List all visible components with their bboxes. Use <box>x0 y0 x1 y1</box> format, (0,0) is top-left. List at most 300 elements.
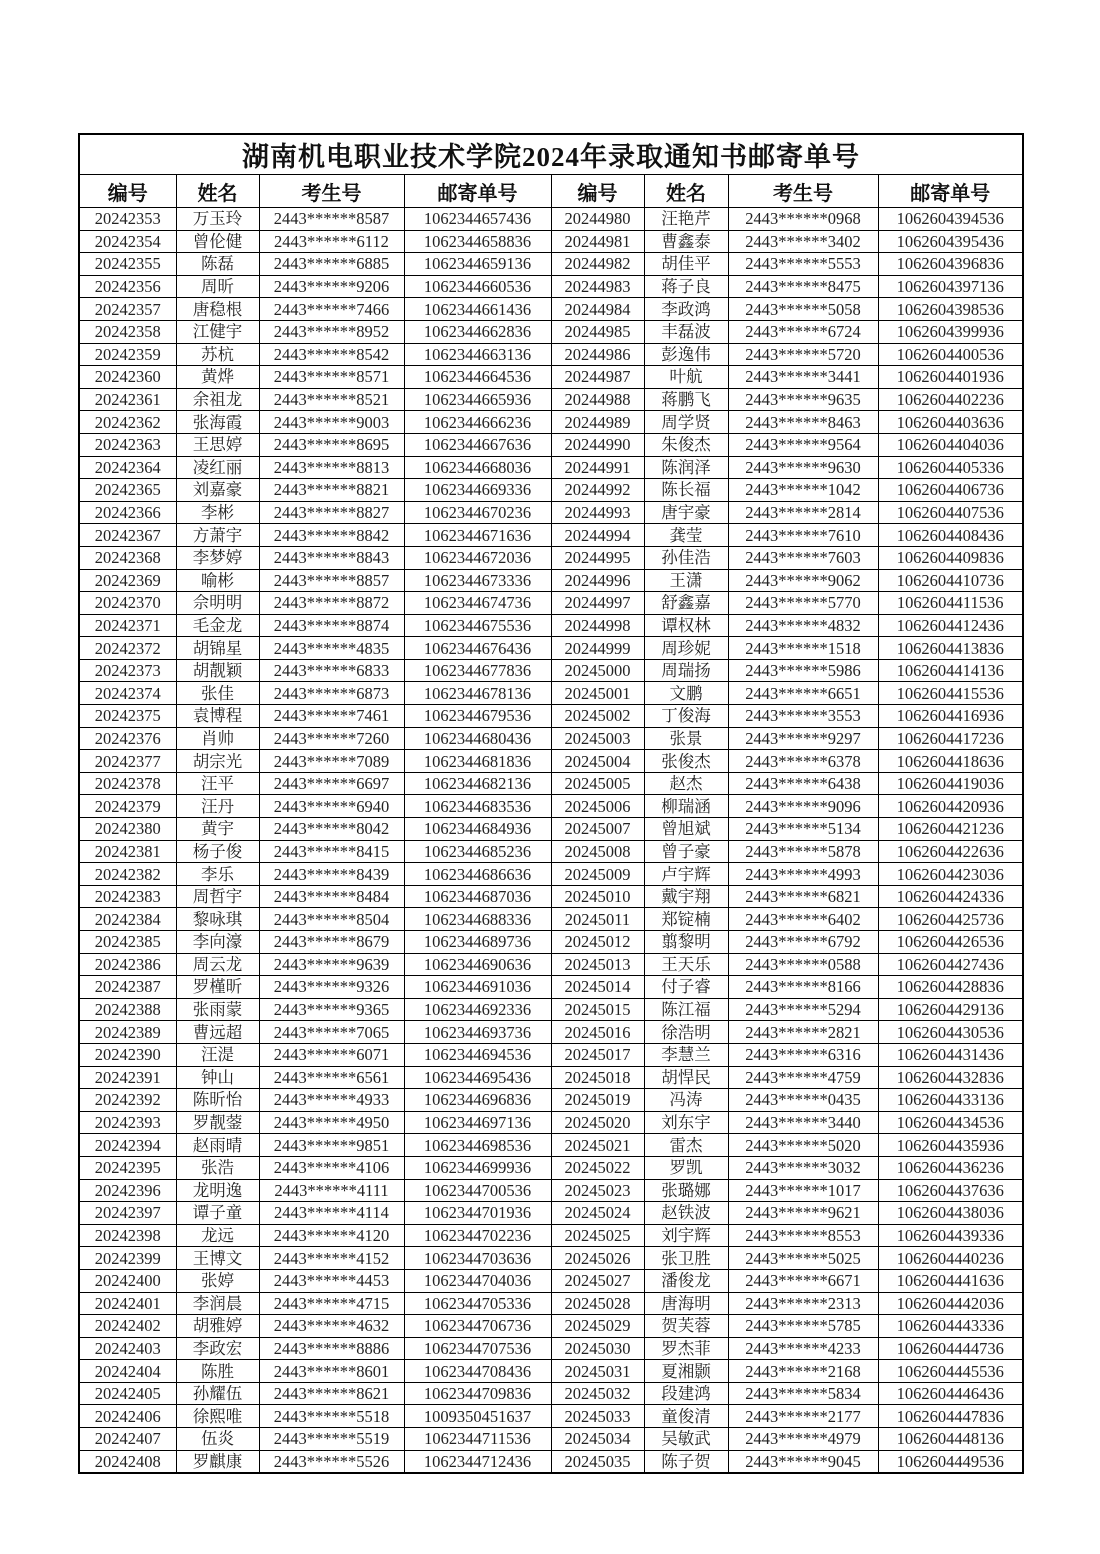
cell-mail-number: 1062604416936 <box>878 705 1023 728</box>
cell-name: 蒋子良 <box>644 275 728 298</box>
cell-mail-number: 1062344668036 <box>404 456 551 479</box>
cell-id: 20244995 <box>551 546 644 569</box>
cell-id: 20245033 <box>551 1405 644 1428</box>
cell-id: 20245018 <box>551 1066 644 1089</box>
cell-name: 曾伦健 <box>176 230 259 253</box>
cell-id: 20242354 <box>79 230 176 253</box>
cell-exam-number: 2443******4106 <box>259 1156 404 1179</box>
cell-id: 20244997 <box>551 592 644 615</box>
cell-exam-number: 2443******8571 <box>259 366 404 389</box>
cell-mail-number: 1062604405336 <box>878 456 1023 479</box>
cell-name: 罗杰菲 <box>644 1337 728 1360</box>
cell-id: 20242393 <box>79 1111 176 1134</box>
cell-id: 20245001 <box>551 682 644 705</box>
cell-id: 20242357 <box>79 298 176 321</box>
cell-mail-number: 1062604404036 <box>878 433 1023 456</box>
cell-mail-number: 1062344657436 <box>404 208 551 231</box>
cell-exam-number: 2443******1042 <box>728 479 878 502</box>
cell-name: 李政宏 <box>176 1337 259 1360</box>
cell-exam-number: 2443******8679 <box>259 931 404 954</box>
cell-mail-number: 1062344678136 <box>404 682 551 705</box>
cell-exam-number: 2443******5518 <box>259 1405 404 1428</box>
cell-name: 伍炎 <box>176 1428 259 1451</box>
cell-id: 20245017 <box>551 1043 644 1066</box>
cell-mail-number: 1062604396836 <box>878 253 1023 276</box>
cell-mail-number: 1062344681836 <box>404 750 551 773</box>
cell-mail-number: 1062604431436 <box>878 1043 1023 1066</box>
cell-exam-number: 2443******2821 <box>728 1021 878 1044</box>
cell-mail-number: 1062604436236 <box>878 1156 1023 1179</box>
cell-name: 黄烨 <box>176 366 259 389</box>
cell-mail-number: 1062604441636 <box>878 1269 1023 1292</box>
cell-name: 王潇 <box>644 569 728 592</box>
cell-mail-number: 1062604406736 <box>878 479 1023 502</box>
cell-exam-number: 2443******4979 <box>728 1428 878 1451</box>
cell-mail-number: 1062344702236 <box>404 1224 551 1247</box>
cell-name: 罗凯 <box>644 1156 728 1179</box>
cell-mail-number: 1062604409836 <box>878 546 1023 569</box>
cell-name: 龙明逸 <box>176 1179 259 1202</box>
cell-exam-number: 2443******9564 <box>728 433 878 456</box>
cell-exam-number: 2443******8695 <box>259 433 404 456</box>
cell-mail-number: 1062604408436 <box>878 524 1023 547</box>
cell-name: 陈长福 <box>644 479 728 502</box>
cell-id: 20242378 <box>79 772 176 795</box>
cell-mail-number: 1062604421236 <box>878 818 1023 841</box>
cell-name: 钟山 <box>176 1066 259 1089</box>
cell-mail-number: 1062344688336 <box>404 908 551 931</box>
table-row <box>79 705 1023 728</box>
cell-name: 汪湜 <box>176 1043 259 1066</box>
cell-mail-number: 1062344685236 <box>404 840 551 863</box>
table-row <box>79 1315 1023 1338</box>
cell-id: 20242360 <box>79 366 176 389</box>
cell-name: 赵铁波 <box>644 1202 728 1225</box>
cell-id: 20242373 <box>79 659 176 682</box>
cell-exam-number: 2443******7466 <box>259 298 404 321</box>
cell-name: 汪艳芹 <box>644 208 728 231</box>
cell-id: 20244992 <box>551 479 644 502</box>
cell-exam-number: 2443******9003 <box>259 411 404 434</box>
cell-id: 20245026 <box>551 1247 644 1270</box>
cell-name: 张雨蒙 <box>176 998 259 1021</box>
table-row <box>79 298 1023 321</box>
cell-id: 20245032 <box>551 1382 644 1405</box>
cell-id: 20242356 <box>79 275 176 298</box>
cell-exam-number: 2443******8886 <box>259 1337 404 1360</box>
cell-mail-number: 1062344676436 <box>404 637 551 660</box>
table-row <box>79 1179 1023 1202</box>
cell-name: 李梦婷 <box>176 546 259 569</box>
cell-mail-number: 1062604403636 <box>878 411 1023 434</box>
cell-id: 20245023 <box>551 1179 644 1202</box>
table-row <box>79 1428 1023 1451</box>
cell-name: 郑锭楠 <box>644 908 728 931</box>
cell-exam-number: 2443******7065 <box>259 1021 404 1044</box>
table-row <box>79 411 1023 434</box>
cell-mail-number: 1062604419036 <box>878 772 1023 795</box>
cell-exam-number: 2443******9851 <box>259 1134 404 1157</box>
cell-mail-number: 1062604447836 <box>878 1405 1023 1428</box>
cell-name: 佘明明 <box>176 592 259 615</box>
cell-id: 20242365 <box>79 479 176 502</box>
mailing-number-table <box>78 133 1024 1474</box>
cell-mail-number: 1062604401936 <box>878 366 1023 389</box>
cell-exam-number: 2443******8166 <box>728 976 878 999</box>
cell-id: 20242362 <box>79 411 176 434</box>
cell-exam-number: 2443******5294 <box>728 998 878 1021</box>
cell-id: 20244984 <box>551 298 644 321</box>
cell-mail-number: 1062604400536 <box>878 343 1023 366</box>
table-row <box>79 208 1023 231</box>
cell-id: 20244994 <box>551 524 644 547</box>
cell-name: 周昕 <box>176 275 259 298</box>
cell-id: 20242358 <box>79 320 176 343</box>
cell-exam-number: 2443******1017 <box>728 1179 878 1202</box>
cell-name: 李润晨 <box>176 1292 259 1315</box>
cell-id: 20242396 <box>79 1179 176 1202</box>
cell-mail-number: 1062344692336 <box>404 998 551 1021</box>
cell-id: 20245010 <box>551 885 644 908</box>
cell-exam-number: 2443******6873 <box>259 682 404 705</box>
cell-mail-number: 1062344698536 <box>404 1134 551 1157</box>
cell-mail-number: 1062604448136 <box>878 1428 1023 1451</box>
cell-exam-number: 2443******8439 <box>259 863 404 886</box>
cell-mail-number: 1062604417236 <box>878 727 1023 750</box>
table-row <box>79 320 1023 343</box>
table-row <box>79 1450 1023 1473</box>
cell-id: 20242364 <box>79 456 176 479</box>
table-row <box>79 1269 1023 1292</box>
cell-name: 黄宇 <box>176 818 259 841</box>
cell-name: 徐浩明 <box>644 1021 728 1044</box>
cell-exam-number: 2443******8813 <box>259 456 404 479</box>
table-row <box>79 1111 1023 1134</box>
cell-name: 陈江福 <box>644 998 728 1021</box>
column-header-mail-number: 邮寄单号 <box>404 175 551 208</box>
cell-exam-number: 2443******6378 <box>728 750 878 773</box>
cell-exam-number: 2443******5878 <box>728 840 878 863</box>
cell-name: 杨子俊 <box>176 840 259 863</box>
table-row <box>79 863 1023 886</box>
cell-name: 罗槿昕 <box>176 976 259 999</box>
cell-exam-number: 2443******9639 <box>259 953 404 976</box>
cell-id: 20244987 <box>551 366 644 389</box>
cell-mail-number: 1062604425736 <box>878 908 1023 931</box>
cell-mail-number: 1009350451637 <box>404 1405 551 1428</box>
table-row <box>79 931 1023 954</box>
cell-id: 20242390 <box>79 1043 176 1066</box>
cell-exam-number: 2443******3441 <box>728 366 878 389</box>
cell-mail-number: 1062344664536 <box>404 366 551 389</box>
column-header-mail-number: 邮寄单号 <box>878 175 1023 208</box>
cell-name: 丁俊海 <box>644 705 728 728</box>
table-row <box>79 637 1023 660</box>
table-row <box>79 1337 1023 1360</box>
cell-name: 段建鸿 <box>644 1382 728 1405</box>
cell-exam-number: 2443******8601 <box>259 1360 404 1383</box>
cell-id: 20245004 <box>551 750 644 773</box>
cell-exam-number: 2443******8952 <box>259 320 404 343</box>
cell-id: 20245009 <box>551 863 644 886</box>
cell-exam-number: 2443******6697 <box>259 772 404 795</box>
cell-id: 20242399 <box>79 1247 176 1270</box>
cell-id: 20242402 <box>79 1315 176 1338</box>
cell-id: 20242369 <box>79 569 176 592</box>
table-row <box>79 456 1023 479</box>
cell-id: 20242394 <box>79 1134 176 1157</box>
cell-exam-number: 2443******4759 <box>728 1066 878 1089</box>
cell-id: 20242376 <box>79 727 176 750</box>
column-header-name: 姓名 <box>176 175 259 208</box>
cell-mail-number: 1062344686636 <box>404 863 551 886</box>
cell-id: 20242403 <box>79 1337 176 1360</box>
cell-name: 黎咏琪 <box>176 908 259 931</box>
cell-mail-number: 1062604407536 <box>878 501 1023 524</box>
cell-id: 20244980 <box>551 208 644 231</box>
cell-mail-number: 1062604429136 <box>878 998 1023 1021</box>
cell-name: 张浩 <box>176 1156 259 1179</box>
cell-id: 20245014 <box>551 976 644 999</box>
cell-name: 曹鑫泰 <box>644 230 728 253</box>
cell-mail-number: 1062344709836 <box>404 1382 551 1405</box>
cell-name: 龙远 <box>176 1224 259 1247</box>
cell-mail-number: 1062604415536 <box>878 682 1023 705</box>
cell-id: 20242367 <box>79 524 176 547</box>
cell-name: 雷杰 <box>644 1134 728 1157</box>
cell-id: 20244993 <box>551 501 644 524</box>
cell-exam-number: 2443******4114 <box>259 1202 404 1225</box>
cell-name: 周哲宇 <box>176 885 259 908</box>
cell-id: 20242389 <box>79 1021 176 1044</box>
table-row <box>79 524 1023 547</box>
cell-mail-number: 1062604420936 <box>878 795 1023 818</box>
cell-id: 20242392 <box>79 1089 176 1112</box>
cell-id: 20245034 <box>551 1428 644 1451</box>
cell-exam-number: 2443******5134 <box>728 818 878 841</box>
cell-mail-number: 1062604395436 <box>878 230 1023 253</box>
cell-mail-number: 1062344705336 <box>404 1292 551 1315</box>
cell-id: 20242381 <box>79 840 176 863</box>
cell-name: 张婷 <box>176 1269 259 1292</box>
cell-name: 汪丹 <box>176 795 259 818</box>
cell-mail-number: 1062604432836 <box>878 1066 1023 1089</box>
cell-mail-number: 1062344703636 <box>404 1247 551 1270</box>
table-body <box>79 208 1023 1474</box>
table-row <box>79 976 1023 999</box>
cell-name: 李政鸿 <box>644 298 728 321</box>
table-row <box>79 1021 1023 1044</box>
cell-exam-number: 2443******9635 <box>728 388 878 411</box>
cell-name: 蒋鹏飞 <box>644 388 728 411</box>
cell-id: 20245007 <box>551 818 644 841</box>
cell-exam-number: 2443******8874 <box>259 614 404 637</box>
cell-exam-number: 2443******8621 <box>259 1382 404 1405</box>
cell-mail-number: 1062604397136 <box>878 275 1023 298</box>
cell-mail-number: 1062344691036 <box>404 976 551 999</box>
cell-mail-number: 1062344667636 <box>404 433 551 456</box>
cell-mail-number: 1062344682136 <box>404 772 551 795</box>
table-row <box>79 1202 1023 1225</box>
cell-mail-number: 1062604413836 <box>878 637 1023 660</box>
cell-exam-number: 2443******5720 <box>728 343 878 366</box>
cell-exam-number: 2443******3553 <box>728 705 878 728</box>
cell-name: 丰磊波 <box>644 320 728 343</box>
cell-exam-number: 2443******6821 <box>728 885 878 908</box>
cell-mail-number: 1062344670236 <box>404 501 551 524</box>
cell-id: 20242395 <box>79 1156 176 1179</box>
cell-name: 胡悍民 <box>644 1066 728 1089</box>
cell-id: 20242388 <box>79 998 176 1021</box>
column-header-id: 编号 <box>79 175 176 208</box>
cell-name: 周学贤 <box>644 411 728 434</box>
cell-exam-number: 2443******4835 <box>259 637 404 660</box>
cell-exam-number: 2443******8587 <box>259 208 404 231</box>
cell-exam-number: 2443******7260 <box>259 727 404 750</box>
cell-name: 罗麒康 <box>176 1450 259 1473</box>
cell-id: 20245006 <box>551 795 644 818</box>
table-row <box>79 1043 1023 1066</box>
cell-mail-number: 1062344672036 <box>404 546 551 569</box>
cell-exam-number: 2443******5058 <box>728 298 878 321</box>
cell-name: 孙佳浩 <box>644 546 728 569</box>
cell-id: 20242401 <box>79 1292 176 1315</box>
table-row <box>79 818 1023 841</box>
cell-name: 毛金龙 <box>176 614 259 637</box>
cell-exam-number: 2443******6438 <box>728 772 878 795</box>
cell-mail-number: 1062344661436 <box>404 298 551 321</box>
cell-name: 唐宇豪 <box>644 501 728 524</box>
cell-mail-number: 1062604410736 <box>878 569 1023 592</box>
cell-exam-number: 2443******6671 <box>728 1269 878 1292</box>
cell-id: 20242400 <box>79 1269 176 1292</box>
cell-id: 20242372 <box>79 637 176 660</box>
table-row <box>79 343 1023 366</box>
cell-name: 赵雨晴 <box>176 1134 259 1157</box>
cell-name: 李彬 <box>176 501 259 524</box>
cell-exam-number: 2443******2814 <box>728 501 878 524</box>
cell-mail-number: 1062604434536 <box>878 1111 1023 1134</box>
cell-name: 贺芙蓉 <box>644 1315 728 1338</box>
cell-exam-number: 2443******9297 <box>728 727 878 750</box>
cell-id: 20242361 <box>79 388 176 411</box>
cell-name: 叶航 <box>644 366 728 389</box>
cell-id: 20245012 <box>551 931 644 954</box>
cell-id: 20242368 <box>79 546 176 569</box>
cell-exam-number: 2443******4233 <box>728 1337 878 1360</box>
cell-name: 刘嘉豪 <box>176 479 259 502</box>
cell-mail-number: 1062344674736 <box>404 592 551 615</box>
cell-name: 刘东宇 <box>644 1111 728 1134</box>
cell-mail-number: 1062344684936 <box>404 818 551 841</box>
table-row <box>79 501 1023 524</box>
cell-mail-number: 1062344706736 <box>404 1315 551 1338</box>
cell-mail-number: 1062604426536 <box>878 931 1023 954</box>
cell-id: 20245013 <box>551 953 644 976</box>
cell-exam-number: 2443******8553 <box>728 1224 878 1247</box>
cell-exam-number: 2443******4715 <box>259 1292 404 1315</box>
cell-id: 20244983 <box>551 275 644 298</box>
cell-name: 王博文 <box>176 1247 259 1270</box>
cell-mail-number: 1062344663136 <box>404 343 551 366</box>
cell-mail-number: 1062344675536 <box>404 614 551 637</box>
column-header-exam-number: 考生号 <box>259 175 404 208</box>
table-row <box>79 1247 1023 1270</box>
cell-exam-number: 2443******9062 <box>728 569 878 592</box>
cell-mail-number: 1062344659136 <box>404 253 551 276</box>
table-row <box>79 388 1023 411</box>
table-row <box>79 727 1023 750</box>
table-row <box>79 1292 1023 1315</box>
cell-id: 20242380 <box>79 818 176 841</box>
cell-mail-number: 1062604427436 <box>878 953 1023 976</box>
cell-id: 20242379 <box>79 795 176 818</box>
cell-mail-number: 1062344679536 <box>404 705 551 728</box>
cell-id: 20245025 <box>551 1224 644 1247</box>
cell-id: 20244991 <box>551 456 644 479</box>
cell-exam-number: 2443******6402 <box>728 908 878 931</box>
cell-exam-number: 2443******5770 <box>728 592 878 615</box>
table-row <box>79 998 1023 1021</box>
column-header-name: 姓名 <box>644 175 728 208</box>
cell-id: 20245024 <box>551 1202 644 1225</box>
cell-exam-number: 2443******8827 <box>259 501 404 524</box>
cell-name: 彭逸伟 <box>644 343 728 366</box>
cell-id: 20245016 <box>551 1021 644 1044</box>
cell-mail-number: 1062604411536 <box>878 592 1023 615</box>
cell-exam-number: 2443******8484 <box>259 885 404 908</box>
cell-name: 谭子童 <box>176 1202 259 1225</box>
cell-exam-number: 2443******8475 <box>728 275 878 298</box>
cell-id: 20244999 <box>551 637 644 660</box>
table-row <box>79 546 1023 569</box>
cell-exam-number: 2443******4993 <box>728 863 878 886</box>
cell-mail-number: 1062604423036 <box>878 863 1023 886</box>
cell-exam-number: 2443******4111 <box>259 1179 404 1202</box>
cell-id: 20245031 <box>551 1360 644 1383</box>
cell-exam-number: 2443******8542 <box>259 343 404 366</box>
cell-exam-number: 2443******6561 <box>259 1066 404 1089</box>
cell-mail-number: 1062344673336 <box>404 569 551 592</box>
cell-id: 20245005 <box>551 772 644 795</box>
cell-exam-number: 2443******9206 <box>259 275 404 298</box>
cell-id: 20245002 <box>551 705 644 728</box>
cell-mail-number: 1062344680436 <box>404 727 551 750</box>
cell-exam-number: 2443******5526 <box>259 1450 404 1473</box>
cell-name: 袁博程 <box>176 705 259 728</box>
cell-name: 周云龙 <box>176 953 259 976</box>
cell-id: 20242382 <box>79 863 176 886</box>
cell-mail-number: 1062604443336 <box>878 1315 1023 1338</box>
cell-id: 20245029 <box>551 1315 644 1338</box>
cell-mail-number: 1062344707536 <box>404 1337 551 1360</box>
cell-id: 20242359 <box>79 343 176 366</box>
table-row <box>79 772 1023 795</box>
cell-exam-number: 2443******8042 <box>259 818 404 841</box>
cell-id: 20244982 <box>551 253 644 276</box>
cell-mail-number: 1062604433136 <box>878 1089 1023 1112</box>
cell-id: 20245027 <box>551 1269 644 1292</box>
cell-id: 20242377 <box>79 750 176 773</box>
cell-name: 李向濠 <box>176 931 259 954</box>
cell-id: 20244996 <box>551 569 644 592</box>
cell-mail-number: 1062344665936 <box>404 388 551 411</box>
cell-exam-number: 2443******6112 <box>259 230 404 253</box>
table-row <box>79 953 1023 976</box>
cell-exam-number: 2443******4632 <box>259 1315 404 1338</box>
cell-mail-number: 1062604422636 <box>878 840 1023 863</box>
cell-mail-number: 1062344660536 <box>404 275 551 298</box>
